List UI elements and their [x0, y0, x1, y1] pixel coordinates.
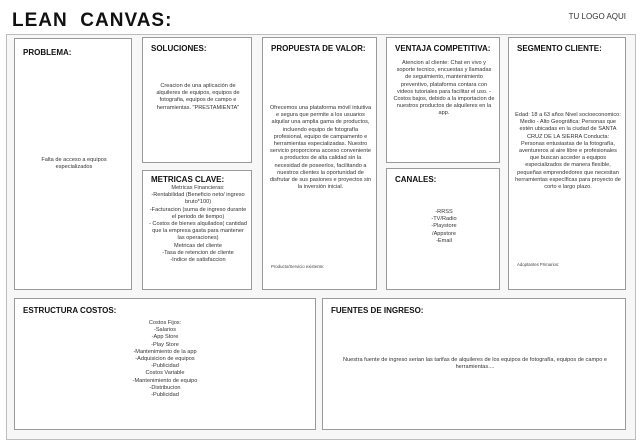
costos-line: -Play Store: [151, 341, 179, 348]
ingresos-text: Nuestra fuente de ingreso serian las tarifas de alquileres de los equipos de fotografía, equipos de campo e herramientas....: [342, 357, 607, 371]
costos-line: -Adquisicion de equipos: [135, 356, 195, 363]
metricas-line: - Costos de bienes alquilados( cantidad que la empresa gasta para mantener las operaciones): [149, 221, 247, 242]
metricas-line: -Tasa de retencion de cliente: [162, 249, 234, 256]
costos-line: -Salarios: [153, 327, 177, 334]
metricas-section: [142, 170, 252, 290]
costos-line: Costos Fijos:: [148, 320, 182, 326]
metricas-list: [149, 185, 247, 264]
problema-text: Falta de acceso a equipos especializados: [41, 157, 107, 171]
ingresos-title: FUENTES DE INGRESO:: [331, 306, 424, 315]
soluciones-section: [142, 37, 252, 163]
costos-line: -Mantenimiento de la app: [133, 348, 197, 355]
metricas-line: Metricas del cliente: [174, 242, 222, 249]
soluciones-text: Creacion de una aplicación de alquileres de equipos, equipos de fotografia, equipos de campo e herramientas. "PRESTAMIENTA": [156, 83, 240, 111]
costos-line: -App Store: [151, 334, 179, 341]
canales-item: -TV/Radio: [431, 216, 457, 223]
canales-section: [386, 168, 500, 290]
costos-line: -Publicidad: [151, 363, 179, 370]
costos-title: ESTRUCTURA COSTOS:: [23, 306, 117, 315]
propuesta-section: [262, 37, 377, 290]
costos-line: -Distribucion: [149, 384, 181, 391]
canales-item: -RRSS: [435, 209, 453, 215]
metricas-line: -Facturacion (suma de ingreso durante el periodo de tiempo): [149, 206, 247, 220]
costos-line: Costos Variable: [145, 370, 185, 377]
problema-section: [14, 38, 132, 290]
segmento-footnote: Adoptantes Primarios:: [517, 262, 560, 267]
metricas-title: METRICAS CLAVE:: [151, 175, 225, 184]
costos-line: -Publicidad: [151, 392, 179, 399]
canales-item: -Playstore: [431, 223, 457, 230]
problema-title: PROBLEMA:: [23, 48, 72, 57]
costos-list: [105, 320, 225, 399]
canales-title: CANALES:: [395, 175, 437, 184]
ventaja-section: [386, 37, 500, 163]
page-title: LEAN CANVAS:: [12, 10, 173, 31]
propuesta-title: PROPUESTA DE VALOR:: [271, 44, 366, 53]
ventaja-title: VENTAJA COMPETITIVA:: [395, 44, 491, 53]
canales-item: -Email: [436, 237, 452, 244]
soluciones-title: SOLUCIONES:: [151, 44, 207, 53]
propuesta-text: Ofrecemos una plataforma móvil intuitiva e segura que permite a los usuarios alquilar una amplia gama de productos, incluendo equipo de fotografía profesional, equipo de campamento e herramientas especializadas. Nuestro servicio proporciona acceso conveniente a productos de alta calidad sin la necesidad de poseerlos, facilitando a nuestros clientes la oportunidad de disfrutar de sus pasiones e proyectos sin la inversión inicial.: [269, 105, 372, 191]
ventaja-text: Atencion al cliente: Chat en vivo y soporte tecnico, encuestas y llamadas de seguimiento, mantenimiento preventivo, plataforma contara con videos tutoriales para facilitar el uso. -Costos bajos, debido a la importacion de nuestros productos de alquileres en la app.: [393, 60, 495, 117]
logo-placeholder: TU LOGO AQUI: [568, 12, 626, 21]
metricas-line: -Indice de satisfaccion: [170, 257, 226, 264]
segmento-title: SEGMENTO CLIENTE:: [517, 44, 602, 53]
segmento-text: Edad: 18 a 63 años Nivel socioeconomico: Medio - Alto Geográfica: Personas que estén ubicadas en la ciudad de SANTA CRUZ DE LA SIERRA Conducta: Personas entusiastas de la fotografía, aventureros al aire libre e profesionales que buscan acceder a equipos especializados de manera flexible, pequeñas emprendedores que necesitan herramientas específicas para proyecto de corto e largo plazo.: [515, 112, 621, 191]
costos-section: [14, 298, 316, 430]
metricas-line: -Rentabilidad (Beneficio neto/ ingreso bruto*100): [151, 192, 245, 206]
canales-item: /Appstore: [432, 230, 456, 237]
segmento-section: [508, 37, 626, 290]
metricas-line: Metricas Financieras:: [171, 185, 225, 191]
propuesta-footnote: Producto/Servicio existente:: [271, 264, 325, 269]
canales-list: [393, 209, 495, 245]
ingresos-section: [322, 298, 626, 430]
costos-line: -Mantenimiento de equipo: [132, 377, 198, 384]
